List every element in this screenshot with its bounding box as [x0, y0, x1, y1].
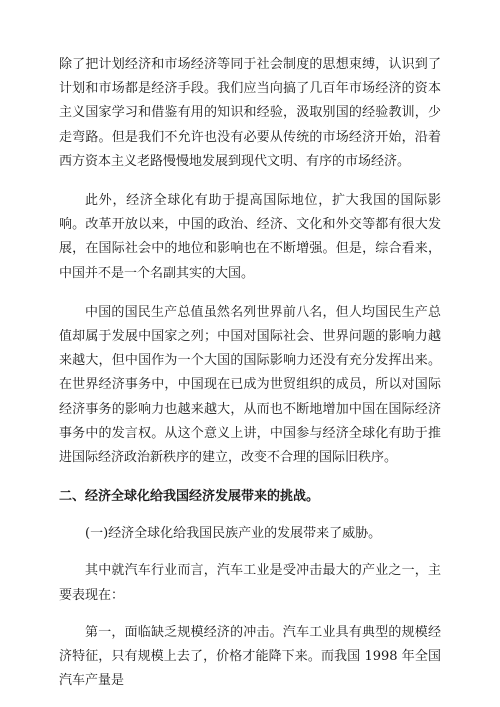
paragraph-3: 中国的国民生产总值虽然名列世界前八名，但人均国民生产总值却属于发展中国家之列；中国对国际社会、世界问题的影响力越来越大，但中国作为一个大国的国际影响力还没有充分发挥出来。在世界经济事务中，中国现在已成为世贸组织的成员，所以对国际经济事务的影响力也越来越大，从而也不断地增加中国在国际经济事务中的发言权。从这个意义上讲，中国参与经济全球化有助于推进国际经济政治新秩序的建立，改变不合理的国际旧秩序。	[59, 304, 441, 466]
paragraph-spacer	[59, 470, 441, 485]
paragraph-spacer	[59, 608, 441, 621]
paragraph-2: 此外，经济全球化有助于提高国际地位，扩大我国的国际影响。改革开放以来，中国的政治、经济、文化和外交等都有很大发展，在国际社会中的地位和影响也在不断增强。但是，综合看来，中国并不是一个名副其实的大国。	[59, 193, 441, 281]
paragraph-1: 除了把计划经济和市场经济等同于社会制度的思想束缚，认识到了计划和市场都是经济手段。我们应当向搞了几百年市场经济的资本主义国家学习和借鉴有用的知识和经验，汲取别国的经验教训，少走弯路。但是我们不允许也没有必要从传统的市场经济开始，沿着西方资本主义老路慢慢地发展到现代文明、有序的市场经济。	[59, 57, 441, 169]
paragraph-4: 其中就汽车行业而言，汽车工业是受冲击最大的产业之一，主要表现在：	[59, 563, 441, 603]
paragraph-spacer	[59, 509, 441, 522]
paragraph-spacer	[59, 546, 441, 559]
paragraph-5: 第一，面临缺乏规模经济的冲击。汽车工业具有典型的规模经济特征，只有规模上去了，价格才能降下来。而我国 1998 年全国汽车产量是	[59, 624, 441, 689]
paragraph-spacer	[59, 286, 441, 301]
paragraph-spacer	[59, 174, 441, 189]
document-body	[59, 53, 441, 693]
section-heading: 二、经济全球化给我国经济发展带来的挑战。	[59, 489, 320, 505]
subsection-title: (一)经济全球化给我国民族产业的发展带来了威胁。	[85, 526, 382, 542]
